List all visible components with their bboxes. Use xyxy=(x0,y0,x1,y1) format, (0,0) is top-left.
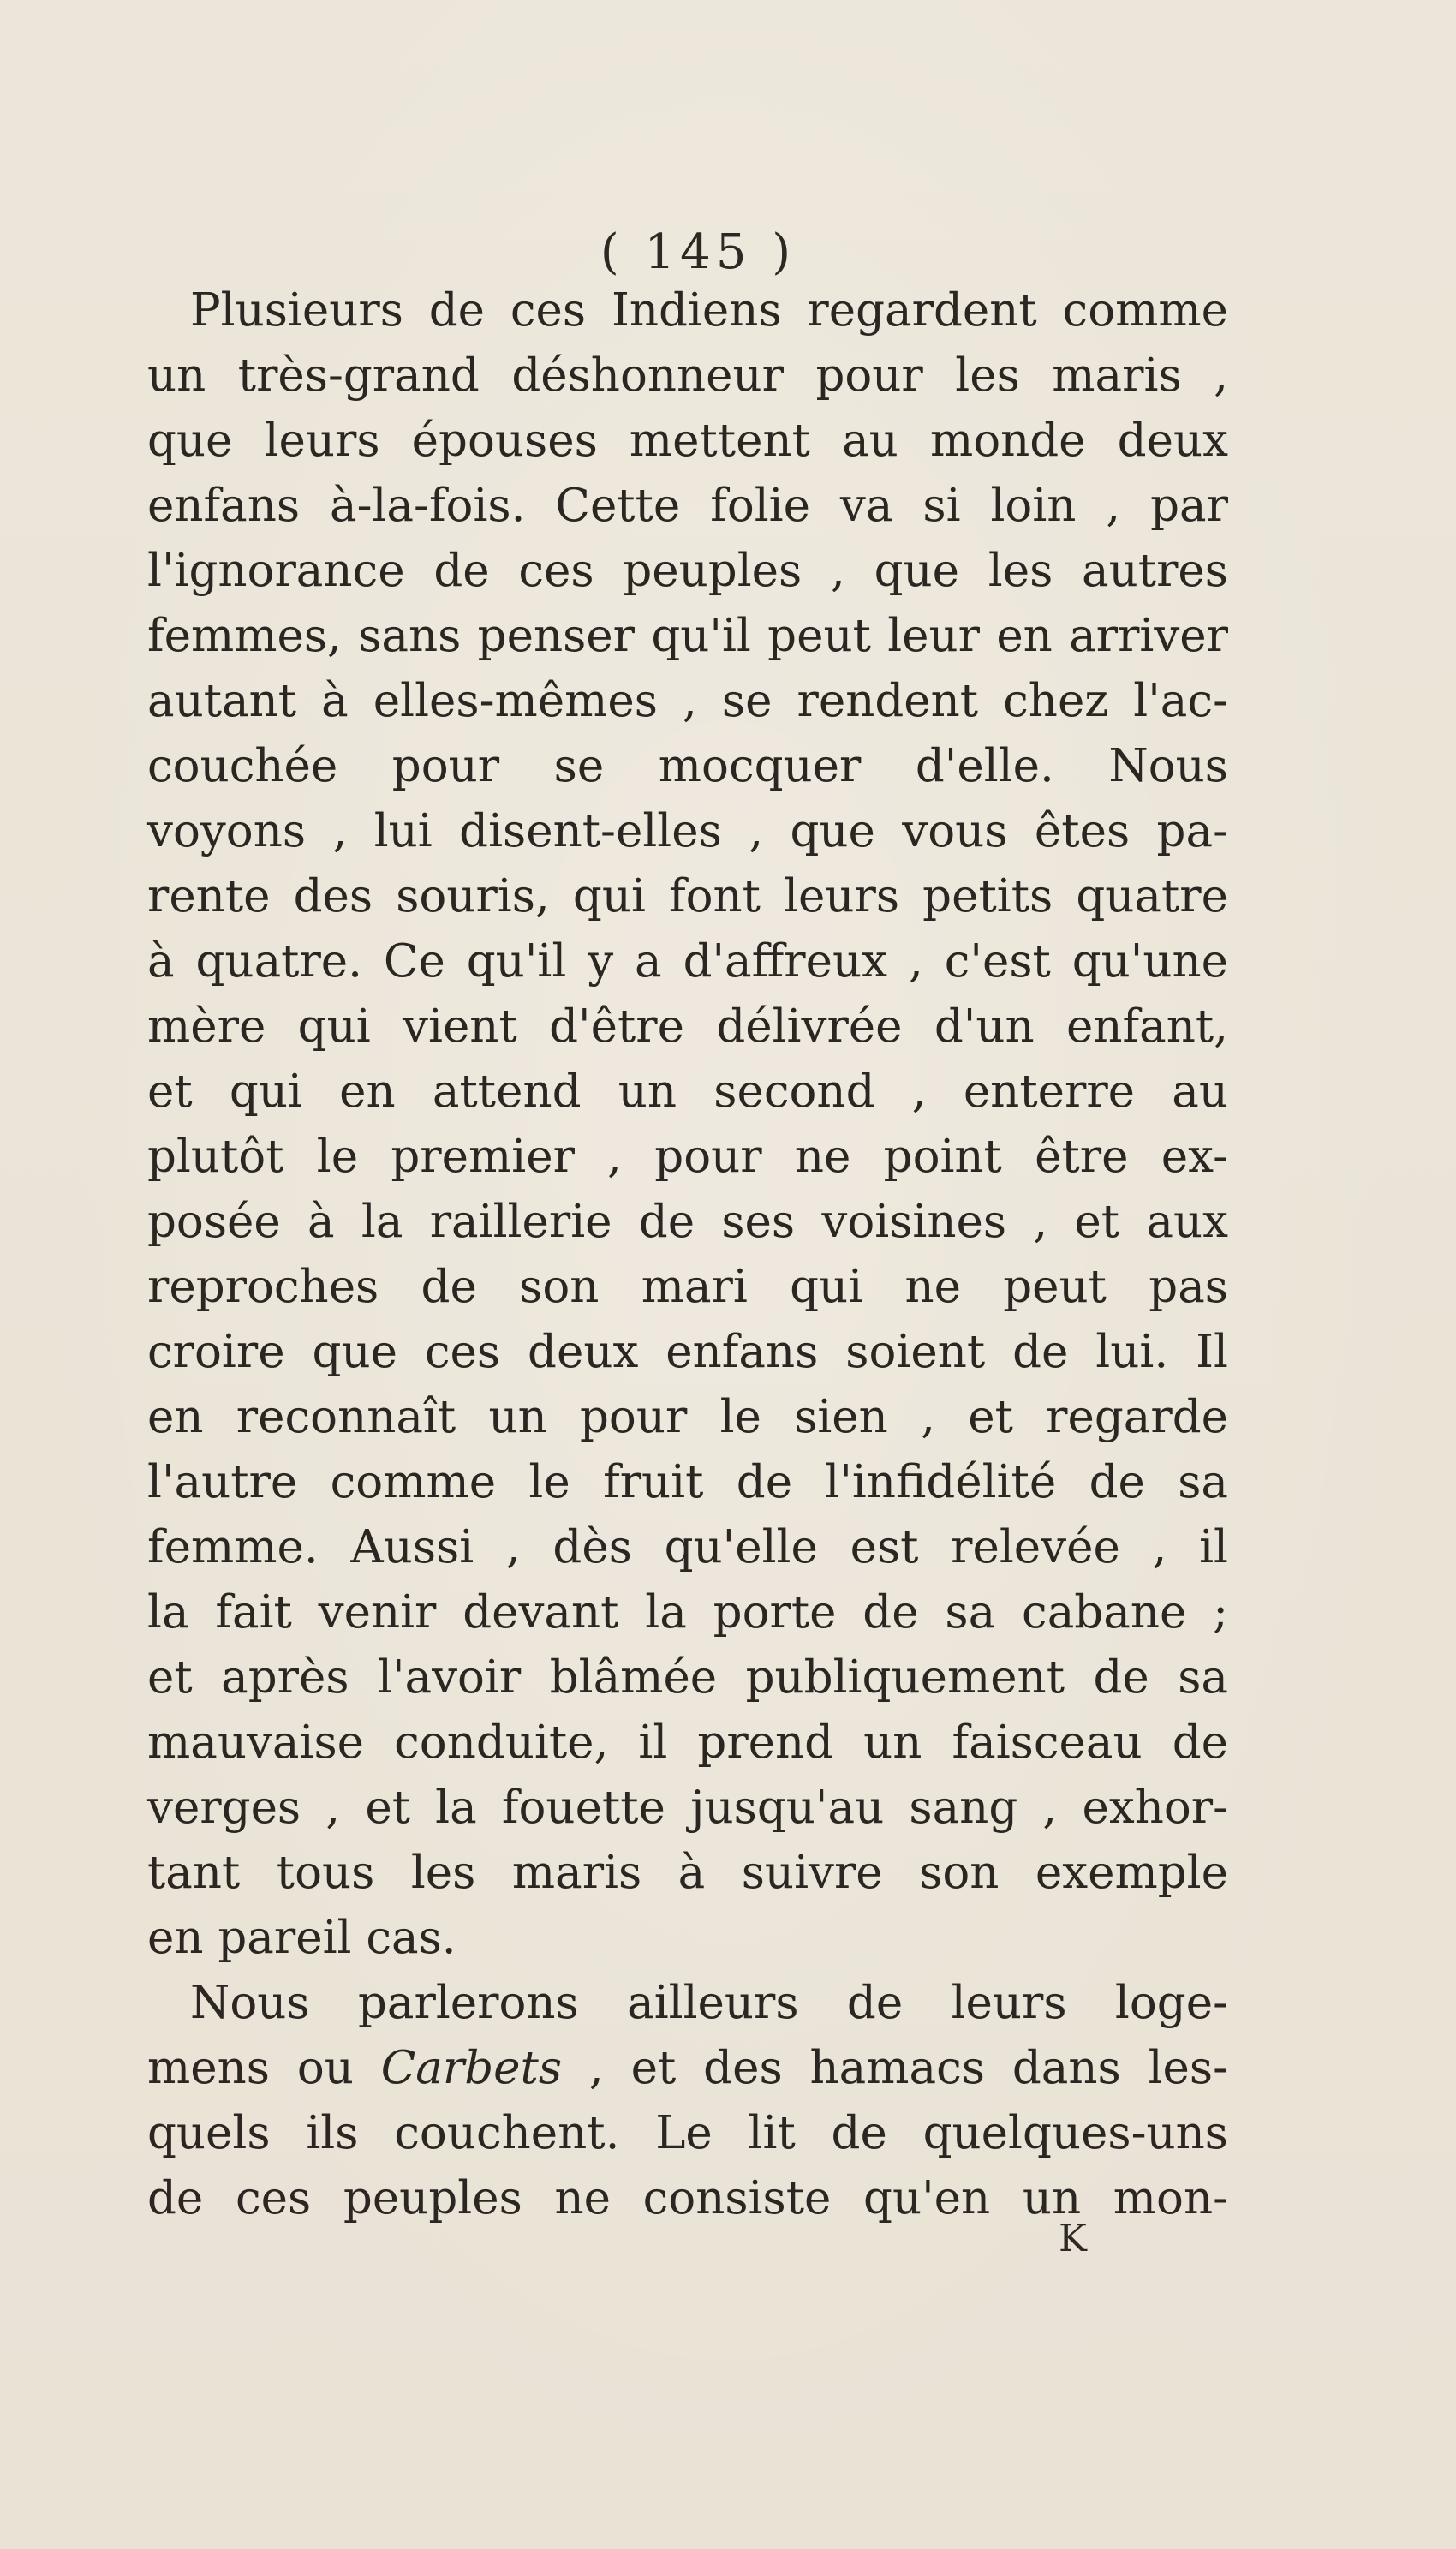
page-number: ( 145 ) xyxy=(600,224,797,280)
text-line: verges , et la fouette jusqu'au sang , exhor- xyxy=(147,1782,1228,1834)
text-line: de ces peuples ne consiste qu'en un mon- xyxy=(147,2172,1228,2224)
text-line: en pareil cas. xyxy=(147,1912,456,1964)
text-line: autant à elles-mêmes , se rendent chez l'ac- xyxy=(147,675,1228,727)
text-segment: , et des hamacs dans les- xyxy=(562,2042,1228,2094)
text-line: l'ignorance de ces peuples , que les autres xyxy=(147,545,1228,597)
text-line: mère qui vient d'être délivrée d'un enfant, xyxy=(147,1000,1228,1053)
text-line: Nous parlerons ailleurs de leurs loge- xyxy=(190,1977,1228,2029)
text-line: et qui en attend un second , enterre au xyxy=(147,1066,1228,1118)
text-line: femmes, sans penser qu'il peut leur en arriver xyxy=(147,610,1228,662)
text-line: couchée pour se mocquer d'elle. Nous xyxy=(147,740,1228,792)
text-line: reproches de son mari qui ne peut pas xyxy=(147,1261,1228,1313)
text-block xyxy=(147,278,1228,2231)
text-line: et après l'avoir blâmée publiquement de sa xyxy=(147,1651,1228,1704)
text-line: tant tous les maris à suivre son exemple xyxy=(147,1847,1228,1899)
text-line: en reconnaît un pour le sien , et regarde xyxy=(147,1391,1228,1443)
text-line-with-italic xyxy=(147,2036,1228,2101)
text-line: croire que ces deux enfans soient de lui. Il xyxy=(147,1326,1228,1378)
text-line: rente des souris, qui font leurs petits quatre xyxy=(147,870,1228,922)
text-line: que leurs épouses mettent au monde deux xyxy=(147,415,1228,467)
text-line: femme. Aussi , dès qu'elle est relevée , il xyxy=(147,1521,1228,1573)
text-line: un très-grand déshonneur pour les maris , xyxy=(147,349,1228,402)
text-segment: mens ou xyxy=(147,2042,381,2094)
text-line: quels ils couchent. Le lit de quelques-uns xyxy=(147,2107,1228,2159)
text-line: plutôt le premier , pour ne point être ex- xyxy=(147,1131,1228,1183)
signature-mark: K xyxy=(1059,2217,1087,2260)
text-line: enfans à-la-fois. Cette folie va si loin , par xyxy=(147,480,1228,532)
text-line: voyons , lui disent-elles , que vous êtes pa- xyxy=(147,805,1228,857)
text-line: posée à la raillerie de ses voisines , et aux xyxy=(147,1196,1228,1248)
text-line: à quatre. Ce qu'il y a d'affreux , c'est qu'une xyxy=(147,935,1228,988)
text-line: mauvaise conduite, il prend un faisceau de xyxy=(147,1716,1228,1769)
text-line: Plusieurs de ces Indiens regardent comme xyxy=(190,284,1228,337)
text-line: l'autre comme le fruit de l'infidélité de sa xyxy=(147,1456,1228,1508)
text-line: la fait venir devant la porte de sa cabane ; xyxy=(147,1586,1228,1639)
italic-term: Carbets xyxy=(380,2042,563,2094)
